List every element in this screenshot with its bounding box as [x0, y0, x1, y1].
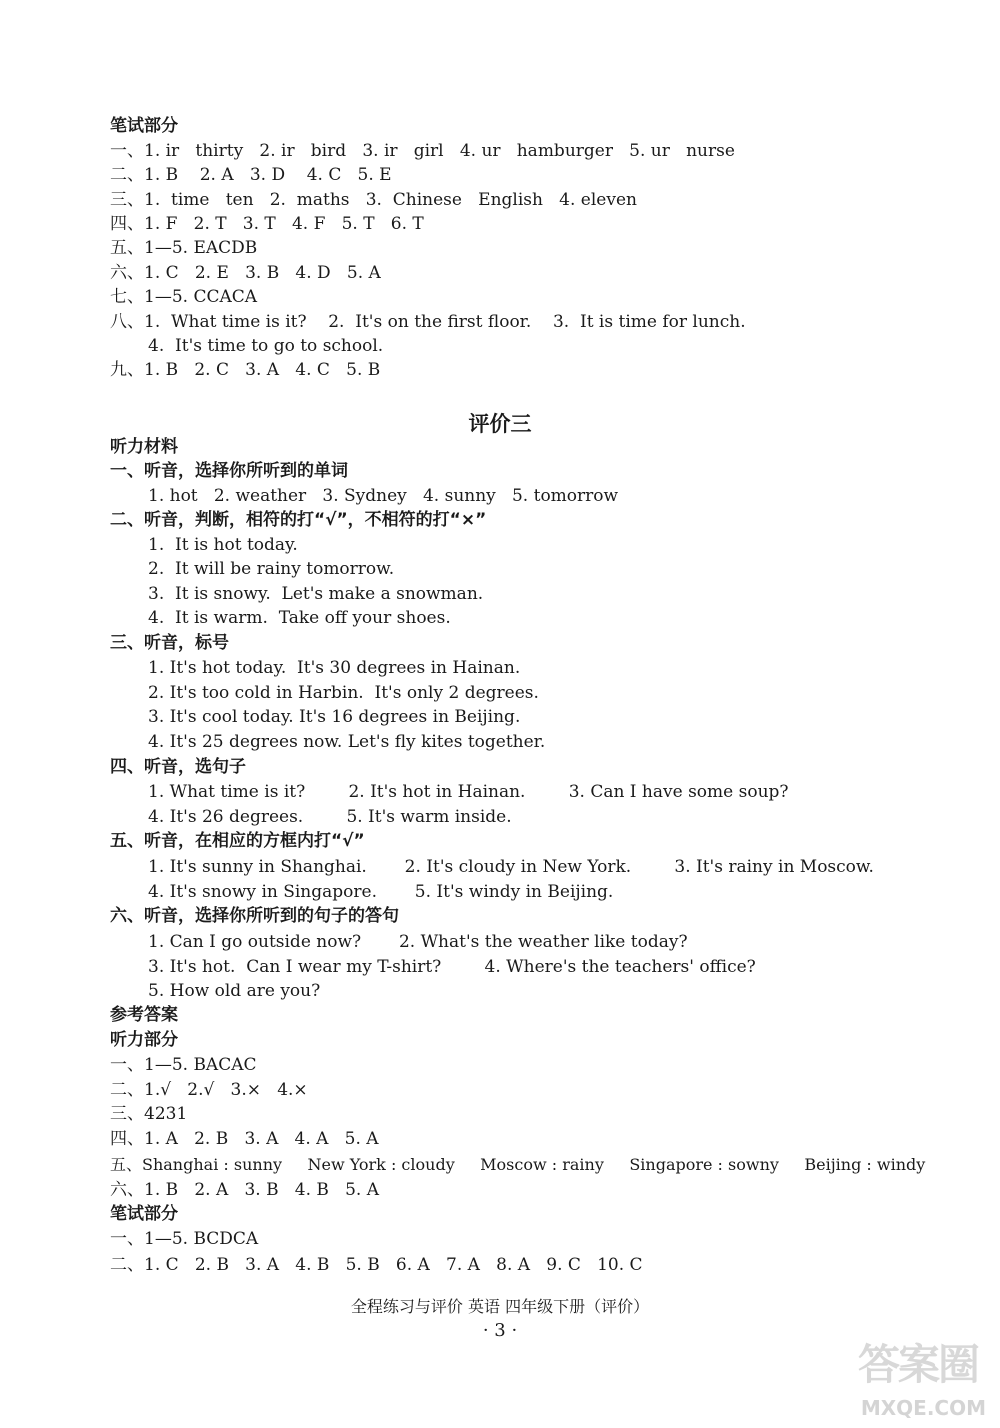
listening-part-heading: 六、听音，选择你所听到的句子的答句 — [110, 906, 399, 926]
listening-part-heading: 三、听音，标号 — [110, 633, 229, 653]
answer-line: 一、1—5. BACAC — [110, 1055, 257, 1075]
watermark-url: MXQE.COM — [860, 1396, 986, 1420]
listening-part-heading: 一、听音，选择你所听到的单词 — [110, 461, 348, 481]
written-section-heading: 笔试部分 — [110, 116, 178, 136]
listening-material-heading: 听力材料 — [110, 437, 178, 457]
written-answer-line: 六、1. C 2. E 3. B 4. D 5. A — [110, 263, 381, 283]
answer-line: 四、1. A 2. B 3. A 4. A 5. A — [110, 1129, 379, 1149]
written-answer-line: 一、1. ir thirty 2. ir bird 3. ir girl 4. ur hamburger 5. ur nurse — [110, 141, 735, 161]
listening-line: 4. It's 25 degrees now. Let's fly kites together. — [148, 732, 546, 752]
listening-line: 5. How old are you? — [148, 981, 321, 1001]
listening-part-heading: 二、听音，判断，相符的打“√”，不相符的打“×” — [110, 510, 487, 530]
written-answer-line: 五、1—5. EACDB — [110, 238, 258, 258]
written-answer-line: 4. It's time to go to school. — [148, 336, 384, 356]
listening-line: 1. Can I go outside now? 2. What's the weather like today? — [148, 932, 688, 952]
answer-line: 五、Shanghai : sunny New York : cloudy Moscow : rainy Singapore : sowny Beijing : windy — [110, 1155, 926, 1174]
listening-line: 3. It's cool today. It's 16 degrees in Beijing. — [148, 707, 521, 727]
answer-line: 三、4231 — [110, 1104, 188, 1124]
listening-line: 1. It is hot today. — [148, 535, 298, 555]
listening-line: 4. It's 26 degrees. 5. It's warm inside. — [148, 807, 512, 827]
listening-line: 4. It is warm. Take off your shoes. — [148, 608, 451, 628]
written-answer-line: 八、1. What time is it? 2. It's on the first floor. 3. It is time for lunch. — [110, 312, 746, 332]
listening-line: 3. It is snowy. Let's make a snowman. — [148, 584, 484, 604]
listening-part-heading: 五、听音，在相应的方框内打“√” — [110, 831, 365, 851]
listening-line: 1. hot 2. weather 3. Sydney 4. sunny 5. tomorrow — [148, 486, 619, 506]
answer-line: 六、1. B 2. A 3. B 4. B 5. A — [110, 1180, 379, 1200]
listening-line: 1. It's sunny in Shanghai. 2. It's cloudy in New York. 3. It's rainy in Moscow. — [148, 857, 874, 877]
listening-line: 2. It's too cold in Harbin. It's only 2 degrees. — [148, 683, 539, 703]
listening-line: 1. What time is it? 2. It's hot in Hainan. 3. Can I have some soup? — [148, 782, 789, 802]
page-number: · 3 · — [482, 1320, 518, 1341]
answers-written-heading: 笔试部分 — [110, 1204, 178, 1224]
answers-heading: 参考答案 — [110, 1005, 178, 1025]
watermark-logo: 答案圈 — [857, 1340, 978, 1389]
footer-book-title: 全程练习与评价 英语 四年级下册（评价） — [350, 1297, 650, 1316]
written-answer-line: 九、1. B 2. C 3. A 4. C 5. B — [110, 360, 381, 380]
listening-line: 2. It will be rainy tomorrow. — [148, 559, 395, 579]
listening-line: 3. It's hot. Can I wear my T-shirt? 4. Where's the teachers' office? — [148, 957, 756, 977]
listening-line: 4. It's snowy in Singapore. 5. It's windy in Beijing. — [148, 882, 614, 902]
listening-part-heading: 四、听音，选句子 — [110, 757, 246, 777]
written-answer-line: 二、1. B 2. A 3. D 4. C 5. E — [110, 165, 392, 185]
answer-line: 一、1—5. BCDCA — [110, 1229, 259, 1249]
answers-listening-heading: 听力部分 — [110, 1030, 178, 1050]
answer-line: 二、1. C 2. B 3. A 4. B 5. B 6. A 7. A 8. A 9. C 10. C — [110, 1255, 643, 1275]
listening-line: 1. It's hot today. It's 30 degrees in Hainan. — [148, 658, 521, 678]
written-answer-line: 三、1. time ten 2. maths 3. Chinese English 4. eleven — [110, 190, 637, 210]
answer-line: 二、1.√ 2.√ 3.× 4.× — [110, 1080, 308, 1100]
written-answer-line: 四、1. F 2. T 3. T 4. F 5. T 6. T — [110, 214, 424, 234]
section-title: 评价三 — [468, 412, 532, 436]
written-answer-line: 七、1—5. CCACA — [110, 287, 258, 307]
watermark — [846, 1332, 986, 1420]
